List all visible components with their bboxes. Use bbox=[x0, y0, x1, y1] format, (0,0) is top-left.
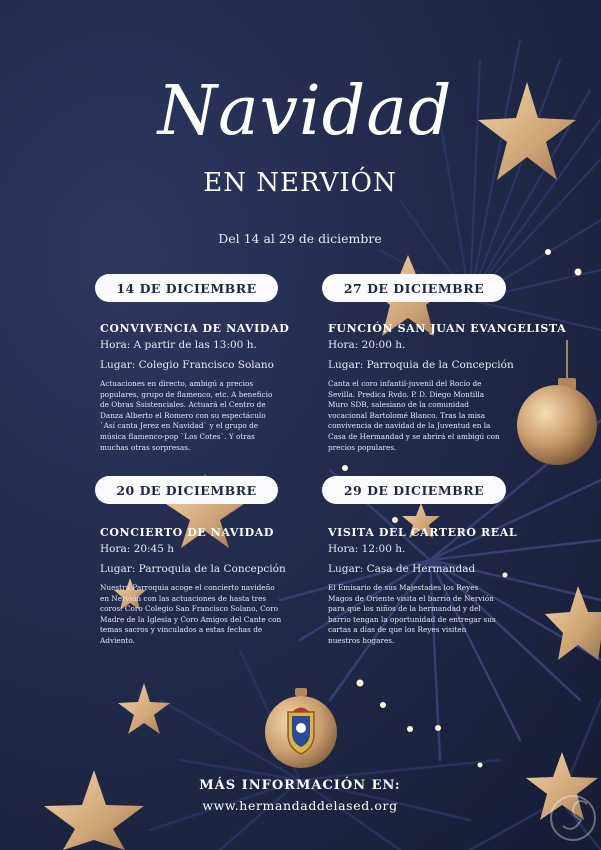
event-place: Lugar: Parroquia de la Concepción bbox=[100, 563, 286, 575]
title-script: Navidad bbox=[157, 72, 453, 151]
date-pill-27: 27 DE DICIEMBRE bbox=[322, 274, 506, 302]
crest-icon bbox=[260, 688, 342, 770]
date-pill-14: 14 DE DICIEMBRE bbox=[95, 274, 278, 302]
subtitle: EN NERVIÓN bbox=[203, 168, 397, 198]
event-place: Lugar: Colegio Francisco Solano bbox=[100, 359, 274, 371]
event-title: FUNCIÓN SAN JUAN EVANGELISTA bbox=[328, 322, 567, 335]
star-icon bbox=[118, 683, 170, 734]
star-icon bbox=[526, 752, 598, 820]
event-time: Hora: 20:00 h. bbox=[328, 339, 406, 351]
event-card-cartero bbox=[328, 526, 560, 647]
event-description: Canta el coro infantil-juvenil del Rocío de Sevilla. Predica Rvdo. P. D. Diego Montilla Muro SDB, salesiano de la comunidad vocacional Bartolomé Blanco. Tras la misa convivencia de navidad de la Juventud en la Casa de Hermandad y se abrirá el ambigú con precios populares. bbox=[328, 379, 500, 452]
event-title: CONCIERTO DE NAVIDAD bbox=[100, 526, 275, 539]
star-icon bbox=[478, 82, 576, 180]
event-description: Nuestra Parroquia acoge el concierto navideño en Nervión con las actuaciones de hasta tres coros: Coro Colegio San Francisco Solano, Coro Madre de la Iglesia y Coro Amigos del Cante con temas sacros y vinculados a estas fechas de Adviento. bbox=[100, 583, 282, 645]
event-card-concierto bbox=[100, 526, 332, 647]
event-description: El Emisario de sus Majestades los Reyes Magos de Oriente visita el barrio de Nervión para que los niños de la hermandad y del barrio tengan la oportunidad de entregar sus cartas a días de que los Reyes visiten nuestros hogares. bbox=[328, 583, 496, 645]
event-time: Hora: A partir de las 13:00 h. bbox=[100, 339, 257, 351]
event-title: VISITA DEL CARTERO REAL bbox=[328, 526, 518, 539]
event-time: Hora: 12:00 h. bbox=[328, 543, 406, 555]
star-icon bbox=[44, 770, 144, 850]
date-pill-29: 29 DE DICIEMBRE bbox=[322, 476, 506, 504]
website-link[interactable]: www.hermandaddelased.org bbox=[202, 798, 398, 813]
event-card-funcion bbox=[328, 322, 567, 453]
event-card-convivencia bbox=[100, 322, 332, 453]
event-place: Lugar: Casa de Hermandad bbox=[328, 563, 476, 575]
date-range: Del 14 al 29 de diciembre bbox=[218, 231, 382, 246]
more-info-label: MÁS INFORMACIÓN EN: bbox=[199, 778, 401, 793]
event-description: Actuaciones en directo, ambigú a precios populares, grupo de flamenco, etc. A beneficio de Obras Ssistenciales. Actuará el Centro de Danza Alberto el Romero con su espectáculo `Así canta Jerez en Navidad` y el grupo de música flamenco-pop `Los Cotes`. Y otras muchas otras sorpresas. bbox=[100, 379, 273, 452]
event-time: Hora: 20:45 h bbox=[100, 543, 174, 555]
event-place: Lugar: Parroquia de la Concepción bbox=[328, 359, 514, 371]
date-pill-20: 20 DE DICIEMBRE bbox=[95, 476, 278, 504]
event-title: CONVIVENCIA DE NAVIDAD bbox=[100, 322, 290, 335]
